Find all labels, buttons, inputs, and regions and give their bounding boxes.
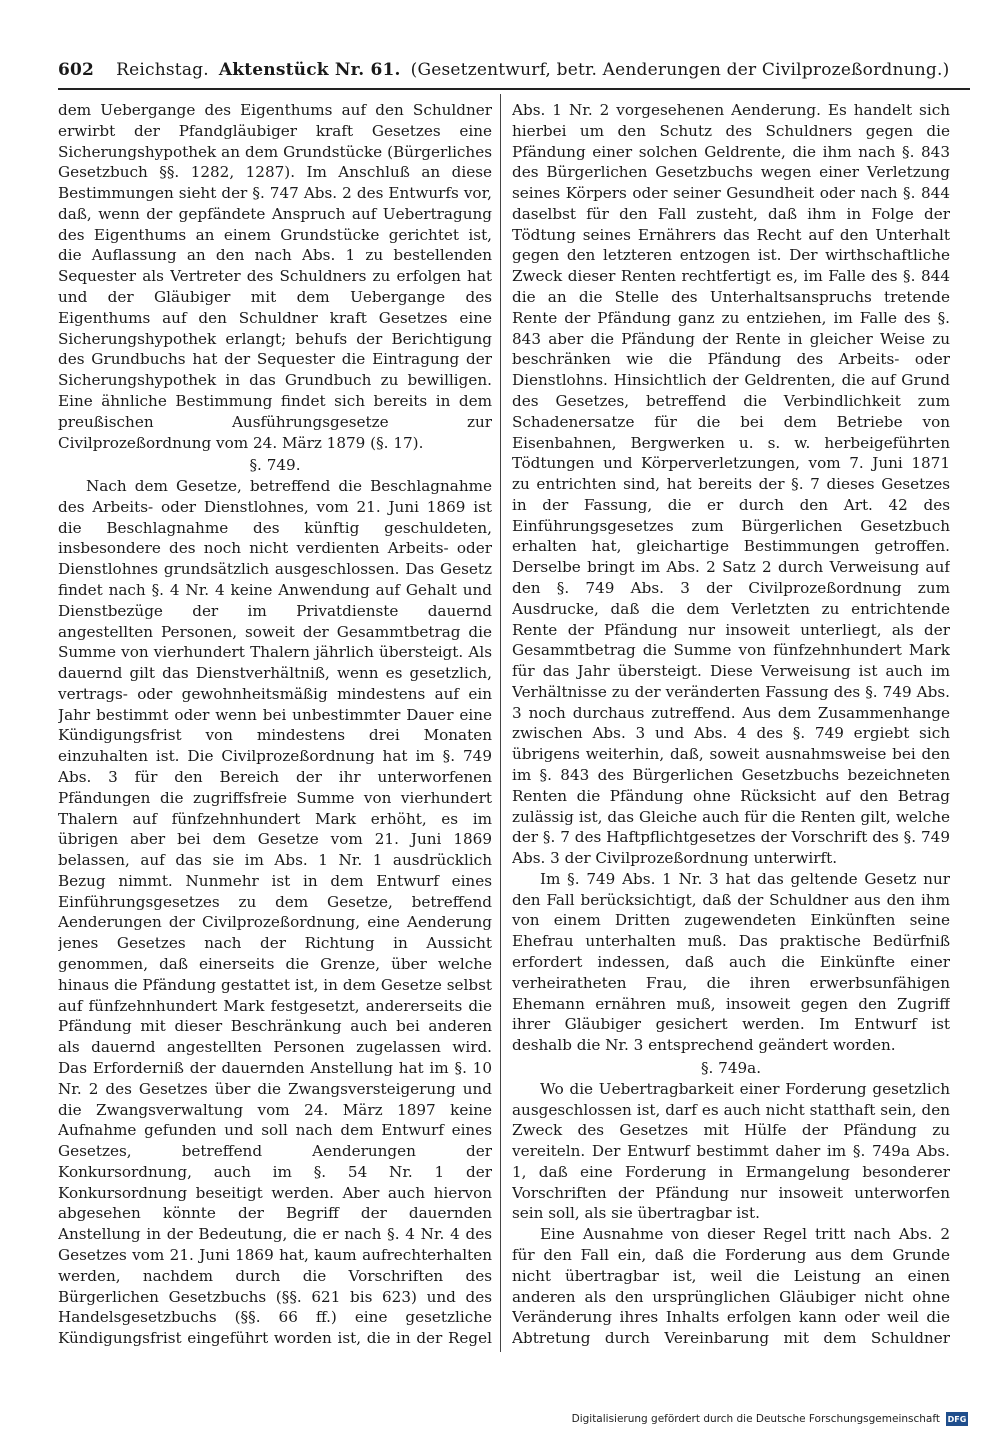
section-heading-749: §. 749.	[249, 456, 301, 475]
paragraph: Eine Ausnahme von dieser Regel tritt nach Abs. 2 für den Fall ein, daß die Forderung aus dem Grunde nicht übertragbar ist, weil die Leistung an einen anderen als den ursprünglichen Gläubiger nicht ohne Veränderung ihres Inhalts erfolgen kann oder weil die Abtretung durch Vereinbarung mit dem Schuldner	[512, 1225, 950, 1348]
credit-text: Digitalisierung gefördert durch die Deutsche Forschungsgemeinschaft	[571, 1413, 940, 1425]
digitization-credit	[572, 1410, 968, 1428]
section-heading-749a: §. 749a.	[700, 1058, 762, 1077]
paragraph: Nach dem Gesetze, betreffend die Beschlagnahme des Arbeits- oder Dienstlohnes, vom 21. Juni 1869 ist die Beschlagnahme des künftig geschuldeten, insbesondere des noch nicht verdienten Arbeits- oder Dienstlohnes grundsätzlich ausgeschlossen. Das Gesetz findet nach §. 4 Nr. 4 keine Anwendung auf Gehalt und Dienstbezüge der im Privatdienste dauernd angestellten Personen, soweit der Gesammtbetrag die Summe von vierhundert Thalern jährlich übersteigt. Als dauernd gilt das Dienstverhältniß, wenn es gesetzlich, vertrags- oder gewohnheitsmäßig mindestens auf ein Jahr bestimmt oder wenn bei unbestimmter Dauer eine Kündigungsfrist von mindestens drei Monaten einzuhalten ist. Die Civilprozeßordnung hat im §. 749 Abs. 3 für den Bereich der ihr unterworfenen Pfändungen die zugriffsfreie Summe von vierhundert Thalern auf fünfzehnhundert Mark erhöht, es im übrigen aber bei dem Gesetze vom 21. Juni 1869 belassen, auf das sie im Abs. 1 Nr. 1 ausdrücklich Bezug nimmt. Nunmehr ist in dem Entwurf eines Einführungsgesetzes zu dem Gesetze, betreffend Aenderungen der Civilprozeßordnung, eine Aenderung jenes Gesetzes nach der Richtung in Aussicht genommen, daß einerseits die Grenze, über welche hinaus die Pfändung gestattet ist, in dem Gesetze selbst auf fünfzehnhundert Mark festgesetzt, andererseits die Pfändung mit dieser Beschränkung auch bei anderen als dauernd angestellten Personen zugelassen wird. Das Erforderniß der dauernden Anstellung hat im §. 10 Nr. 2 des Gesetzes über die Zwangsversteigerung und die Zwangsverwaltung vom 24. März 1897 keine Aufnahme gefunden und soll nach dem Entwurf eines Gesetzes, betreffend Aenderungen der Konkursordnung, auch im §. 54 Nr. 1 der Konkursordnung beseitigt werden. Aber auch hiervon abgesehen könnte der Begriff der dauernden Anstellung in der Bedeutung, die er nach §. 4 Nr. 4 des Gesetzes vom 21. Juni 1869 hat, kaum aufrechterhalten werden, nachdem durch die Vorschriften des Bürgerlichen Gesetzbuchs (§§. 621 bis 623) und des Handelsgesetzbuchs (§§. 66 ff.) eine gesetzliche Kündigungsfrist eingeführt worden ist, die in der Regel	[58, 477, 492, 1348]
paragraph: Abs. 1 Nr. 2 vorgesehenen Aenderung. Es handelt sich hierbei um den Schutz des Schuldners gegen die Pfändung einer solchen Geldrente, die ihm nach §. 843 des Bürgerlichen Gesetzbuchs wegen einer Verletzung seines Körpers oder seiner Gesundheit oder nach §. 844 daselbst für den Fall zusteht, daß ihm in Folge der Tödtung seines Ernährers das Recht auf den Unterhalt gegen den letzteren entzogen ist. Der wirthschaftliche Zweck dieser Renten rechtfertigt es, im Falle des §. 844 die an die Stelle des Unterhaltsanspruchs tretende Rente der Pfändung ganz zu entziehen, im Falle des §. 843 aber die Pfändung der Rente in gleicher Weise zu beschränken wie die Pfändung des Arbeits- oder Dienstlohns. Hinsichtlich der Geldrenten, die auf Grund des Gesetzes, betreffend die Verbindlichkeit zum Schadenersatze für die bei dem Betriebe von Eisenbahnen, Bergwerken u. s. w. herbeigeführten Tödtungen und Körperverletzungen, vom 7. Juni 1871 zu entrichten sind, hat bereits der §. 7 dieses Gesetzes in der Fassung, die er durch den Art. 42 des Einführungsgesetzes zum Bürgerlichen Gesetzbuch erhalten hat, gleichartige Bestimmungen getroffen. Derselbe bringt im Abs. 2 Satz 2 durch Verweisung auf den §. 749 Abs. 3 der Civilprozeßordnung zum Ausdrucke, daß die dem Verletzten zu entrichtende Rente der Pfändung nur insoweit unterliegt, als der Gesammtbetrag die Summe von fünfzehnhundert Mark für das Jahr übersteigt. Diese Verweisung ist auch im Verhältnisse zu der veränderten Fassung des §. 749 Abs. 3 noch durchaus zutreffend. Aus dem Zusammenhange zwischen Abs. 3 und Abs. 4 des §. 749 ergiebt sich übrigens weiterhin, daß, soweit ausnahmsweise bei den im §. 843 des Bürgerlichen Gesetzbuchs bezeichneten Renten die Pfändung ohne Rücksicht auf den Betrag zulässig ist, das Gleiche auch für die Renten gilt, welche der §. 7 des Haftpflichtgesetzes der Vorschrift des §. 749 Abs. 3 der Civilprozeßordnung unterwirft.	[512, 101, 950, 868]
dfg-logo-icon: DFG	[946, 1412, 968, 1426]
paragraph: Wo die Uebertragbarkeit einer Forderung gesetzlich ausgeschlossen ist, darf es auch nicht statthaft sein, den Zweck des Gesetzes mit Hülfe der Pfändung zu vereiteln. Der Entwurf bestimmt daher im §. 749a Abs. 1, daß eine Forderung in Ermangelung besonderer Vorschriften der Pfändung nur insoweit unterworfen sein soll, als sie übertragbar ist.	[512, 1079, 950, 1223]
running-header	[58, 60, 970, 86]
header-subject: (Gesetzentwurf, betr. Aenderungen der Civilprozeßordnung.)	[410, 60, 950, 80]
header-reichstag: Reichstag.	[116, 60, 209, 80]
left-column	[58, 100, 492, 1350]
right-column	[512, 100, 950, 1350]
page-number: 602	[58, 60, 95, 80]
header-aktenstueck: Aktenstück Nr. 61.	[218, 60, 401, 80]
paragraph: Im §. 749 Abs. 1 Nr. 3 hat das geltende Gesetz nur den Fall berücksichtigt, daß der Schuldner aus den ihm von einem Dritten zugewendeten Einkünften seine Ehefrau unterhalten muß. Das praktische Bedürfniß erfordert indessen, daß auch die Einkünfte einer verheiratheten Frau, die ihren erwerbsunfähigen Ehemann ernähren muß, insoweit gegen den Zugriff ihrer Gläubiger gesichert werden. Im Entwurf ist deshalb die Nr. 3 entsprechend geändert worden.	[512, 869, 950, 1055]
column-divider	[500, 94, 501, 1352]
paragraph: dem Uebergange des Eigenthums auf den Schuldner erwirbt der Pfandgläubiger kraft Gesetzes eine Sicherungshypothek an dem Grundstücke (Bürgerliches Gesetzbuch §§. 1282, 1287). Im Anschluß an diese Bestimmungen sieht der §. 747 Abs. 2 des Entwurfs vor, daß, wenn der gepfändete Anspruch auf Uebertragung des Eigenthums an einem Grundstücke gerichtet ist, die Auflassung an den nach Abs. 1 zu bestellenden Sequester als Vertreter des Schuldners zu erfolgen hat und der Gläubiger mit dem Uebergange des Eigenthums auf den Schuldner kraft Gesetzes eine Sicherungshypothek erlangt; behufs der Berichtigung des Grundbuchs hat der Sequester die Eintragung der Sicherungshypothek in das Grundbuch zu bewilligen. Eine ähnliche Bestimmung findet sich bereits in dem preußischen Ausführungsgesetze zur Civilprozeßordnung vom 24. März 1879 (§. 17).	[58, 101, 492, 452]
header-rule	[58, 88, 970, 90]
